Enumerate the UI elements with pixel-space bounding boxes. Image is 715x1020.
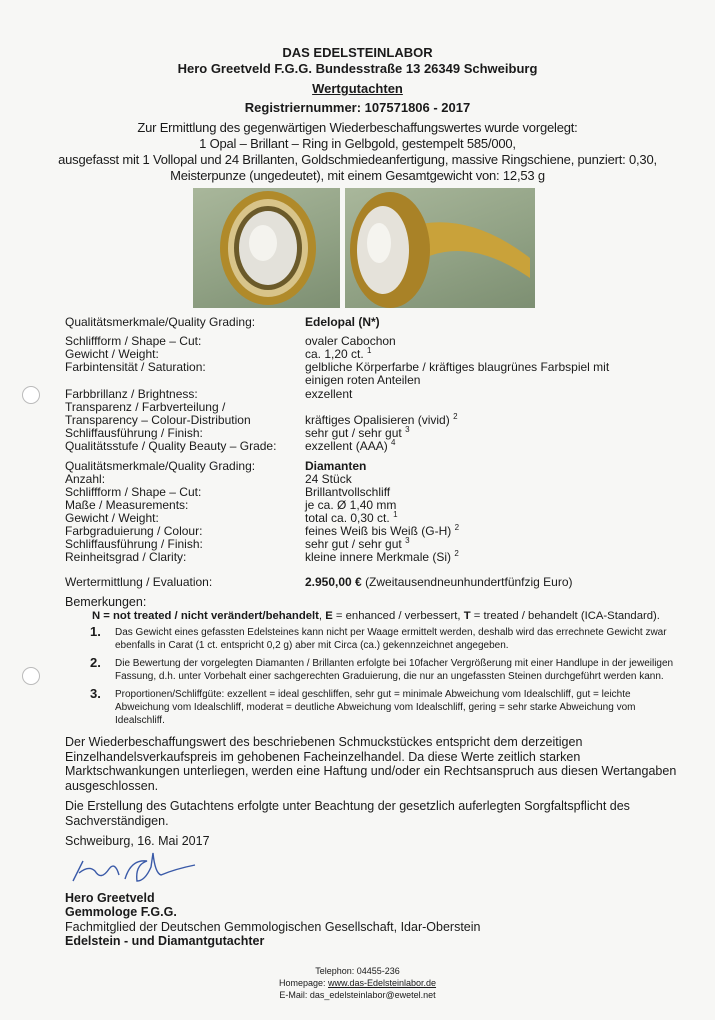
remarks-title: Bemerkungen: [65, 595, 147, 609]
intro-line: ausgefasst mit 1 Vollopal und 24 Brillanten, Goldschmiedeanfertigung, massive Ringschiene, punziert: 0,30, [58, 152, 657, 167]
intro-line: Zur Ermittlung des gegenwärtigen Wiederbeschaffungswertes wurde vorgelegt: [137, 120, 578, 135]
grading-label: Farbintensität / Saturation: [65, 360, 206, 374]
grading-value-text: exzellent (AAA) [305, 439, 388, 453]
grading-value [305, 361, 715, 387]
grading-label: Schliffausführung / Finish: [65, 426, 203, 440]
footnote-ref: 1 [367, 346, 372, 355]
grading-value-text: Diamanten [305, 459, 367, 473]
intro-line: Meisterpunze (ungedeutet), mit einem Gesamtgewicht von: 12,53 g [170, 168, 545, 183]
grading-label: Transparency – Colour-Distribution [65, 413, 251, 427]
registration-number: Registriernummer: 107571806 - 2017 [244, 100, 471, 115]
grading-label: Qualitätsmerkmale/Quality Grading: [65, 459, 256, 473]
footnote-number: 1. [90, 624, 101, 639]
footnote-number: 2. [90, 655, 101, 670]
grading-label: Anzahl: [65, 472, 106, 486]
legend-t-text: = treated / behandelt (ICA-Standard). [470, 610, 660, 622]
grading-value-text: gelbliche Körperfarbe / kräftiges blaugrünes Farbspiel mit [305, 360, 610, 374]
legend-n: N = not treated / nicht verändert/behandelt [92, 610, 319, 622]
intro-line: 1 Opal – Brillant – Ring in Gelbgold, gestempelt 585/000, [199, 136, 516, 151]
grading-value [305, 388, 715, 401]
ring-photo-side [345, 188, 535, 308]
grading-value-text: Brillantvollschliff [305, 485, 391, 499]
diligence-paragraph: Die Erstellung des Gutachtens erfolgte unter Beachtung der gesetzlich auferlegten Sorgfaltspflicht des Sachverständigen. [65, 799, 630, 828]
grading-value-text: 24 Stück [305, 472, 352, 486]
document-body [65, 626, 685, 949]
ring-photo-front [193, 188, 340, 308]
grading-value [305, 551, 715, 564]
legend-e: E [325, 610, 333, 622]
footnote-ref: 3 [405, 536, 410, 545]
grading-label: Qualitätsstufe / Quality Beauty – Grade: [65, 439, 277, 453]
footnote-ref: 4 [391, 438, 396, 447]
footnote-ref: 2 [453, 412, 458, 421]
grading-value-text: total ca. 0,30 ct. [305, 511, 390, 525]
legend-e-text: = enhanced / verbessert, [332, 610, 464, 622]
homepage-label: Homepage: [278, 978, 328, 988]
grading-value [305, 460, 715, 473]
place-date: Schweiburg, 16. Mai 2017 [65, 834, 210, 848]
signer-name: Hero Greetveld [65, 890, 155, 905]
signer-role: Edelstein - und Diamantgutachter [65, 934, 265, 948]
footnote-ref: 1 [393, 510, 398, 519]
evaluation-label: Wertermittlung / Evaluation: [65, 575, 213, 589]
footnote-ref: 2 [454, 549, 459, 558]
footnote-ref: 3 [405, 425, 410, 434]
legend-sep: , [318, 610, 326, 622]
signer-title: Gemmologe F.G.G. [65, 905, 177, 919]
footer-phone [0, 965, 715, 977]
phone-label: Telephon: [315, 966, 357, 976]
handwritten-signature [65, 851, 685, 891]
grading-label: Transparenz / Farbverteilung / [65, 400, 226, 414]
grading-value-text: kräftiges Opalisieren (vivid) [305, 413, 450, 427]
footnote-text: Die Bewertung der vorgelegten Diamanten / Brillanten erfolgte bei 10facher Vergrößerung mit einer Handlupe in der jeweiligen Fassung, d.h. unter Vorbehalt einer sachgerechten Graduierung, die nur an ungefassten Steinen durchgeführt werden kann. [115, 658, 674, 682]
evaluation-value [305, 576, 715, 589]
footer-email [0, 989, 715, 1001]
disclaimer-paragraph: Der Wiederbeschaffungswert des beschriebenen Schmuckstückes entspricht dem derzeitigen Einzelhandelsverkaufspreis im gehobenen Facheinzelhandel. Da diese Werte zeitlich starken Marktschwankungen unterliegen, werden eine Haftung und/oder ein Rechtsanspruch aus diesen Wertangaben ausgeschlossen. [65, 735, 677, 793]
lab-name: DAS EDELSTEINLABOR [282, 45, 433, 60]
grading-value [305, 316, 715, 329]
grading-value-text: exzellent [305, 387, 353, 401]
grading-label: Qualitätsmerkmale/Quality Grading: [65, 315, 256, 329]
intro-text [0, 120, 715, 184]
footnote-1 [90, 626, 685, 652]
grading-label: Farbgraduierung / Colour: [65, 524, 203, 538]
grading-value-text: Edelopal (N*) [305, 315, 380, 329]
signer-membership: Fachmitglied der Deutschen Gemmologischen Gesellschaft, Idar-Oberstein [65, 919, 481, 934]
grading-label: Reinheitsgrad / Clarity: [65, 550, 187, 564]
grading-value [305, 440, 715, 453]
grading-label: Schliffform / Shape – Cut: [65, 485, 202, 499]
grading-value-text: sehr gut / sehr gut [305, 426, 402, 440]
grading-value-text: kleine innere Merkmale (Si) [305, 550, 452, 564]
legend-t: T [463, 610, 471, 622]
footnote-3 [90, 688, 685, 727]
grading-value-text: feines Weiß bis Weiß (G-H) [305, 524, 452, 538]
document-title: Wertgutachten [312, 81, 403, 96]
lab-address: Hero Greetveld F.G.G. Bundesstraße 13 26349 Schweiburg [177, 61, 538, 76]
treatment-legend [92, 610, 660, 623]
footnote-text: Das Gewicht eines gefassten Edelsteines kann nicht per Waage ermittelt werden, deshalb wird das errechnete Gewicht zwar ebenfalls in Carat (1 ct. entspricht 0,2 g) aber mit Circa (ca.) gekennzeichnet angegeben. [115, 627, 667, 651]
footnote-text: Proportionen/Schliffgüte: exzellent = ideal geschliffen, sehr gut = minimale Abweichung vom Idealschliff, gut = leichte Abweichung vom Idealschliff, moderat = deutliche Abweichung vom Idealschliff, gering = sehr starke Abweichung vom Idealschliff. [115, 689, 636, 726]
email-label: E-Mail: [279, 990, 310, 1000]
grading-label: Schliffform / Shape – Cut: [65, 334, 202, 348]
grading-value-text: ovaler Cabochon [305, 334, 396, 348]
grading-label: Gewicht / Weight: [65, 511, 159, 525]
footnote-2 [90, 657, 685, 683]
evaluation-amount: 2.950,00 € [305, 575, 362, 589]
grading-label: Maße / Measurements: [65, 498, 189, 512]
footnote-ref: 2 [454, 523, 460, 532]
hole-punch-bottom [22, 667, 40, 685]
hole-punch-top [22, 386, 40, 404]
homepage-link[interactable]: www.das-Edelsteinlabor.de [327, 978, 437, 988]
phone-number: 04455-236 [356, 966, 400, 976]
evaluation-words: (Zweitausendneunhundertfünfzig Euro) [365, 575, 573, 589]
grading-label: Schliffausführung / Finish: [65, 537, 203, 551]
footer-homepage [0, 977, 715, 989]
email-address[interactable]: das_edelsteinlabor@ewetel.net [309, 990, 436, 1000]
grading-label: Gewicht / Weight: [65, 347, 159, 361]
grading-value-cont: einigen roten Anteilen [305, 373, 421, 387]
grading-label: Farbbrillanz / Brightness: [65, 387, 198, 401]
grading-value-text: je ca. Ø 1,40 mm [305, 498, 397, 512]
grading-value-text: ca. 1,20 ct. [305, 347, 364, 361]
footnote-number: 3. [90, 686, 101, 701]
grading-value-text: sehr gut / sehr gut [305, 537, 402, 551]
